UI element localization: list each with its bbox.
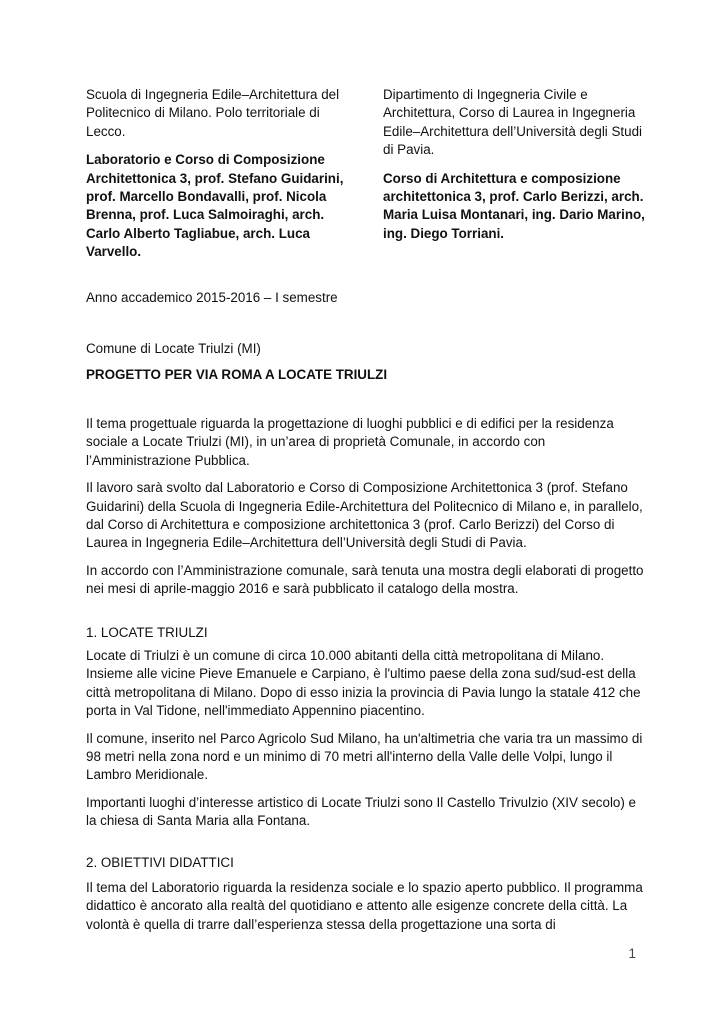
header-right-column (383, 86, 653, 243)
section1-paragraph: Locate di Triulzi è un comune di circa 10.000 abitanti della città metropolitana di Milano. Insieme alle vicine Pieve Emanuele e Carpiano, è l'ultimo paese della zona sud/sud-est della città metropolitana di Milano. Dopo di esso inizia la provincia di Pavia lungo la statale 412 che porta in Val Tidone, nell'immediato Appennino piacentino. (86, 648, 641, 719)
left-course: Laboratorio e Corso di Composizione Architettonica 3, prof. Stefano Guidarini, prof. Marcello Bondavalli, prof. Nicola Brenna, prof. Luca Salmoiraghi, arch. Carlo Alberto Tagliabue, arch. Luca Varvello. (86, 152, 344, 260)
intro-paragraph: In accordo con l’Amministrazione comunale, sarà tenuta una mostra degli elaborati di progetto nei mesi di aprile-maggio 2016 e sarà pubblicato il catalogo della mostra. (86, 562, 644, 597)
section2-heading: 2. OBIETTIVI DIDATTICI (86, 855, 234, 870)
section2-paragraph: Il tema del Laboratorio riguarda la residenza sociale e lo spazio aperto pubblico. Il programma didattico è ancorato alla realtà del quotidiano e attento alle esigenze concrete della città. La volontà è quella di trarre dall’esperienza stessa della progettazione una sorta di (86, 880, 643, 932)
intro-paragraph: Il tema progettuale riguarda la progettazione di luoghi pubblici e di edifici per la residenza sociale a Locate Triulzi (MI), in un’area di proprietà Comunale, in accordo con l’Amministrazione Pubblica. (86, 416, 614, 468)
section2-body (86, 879, 644, 934)
right-course: Corso di Architettura e composizione architettonica 3, prof. Carlo Berizzi, arch. Maria Luisa Montanari, ing. Dario Marino, ing. Diego Torriani. (383, 170, 645, 241)
header-left-column (86, 86, 348, 262)
section1-paragraph: Importanti luoghi d’interesse artistico di Locate Triulzi sono Il Castello Trivulzio (XIV secolo) e la chiesa di Santa Maria alla Fontana. (86, 794, 637, 829)
left-institution: Scuola di Ingegneria Edile–Architettura del Politecnico di Milano. Polo territoriale di Lecco. (86, 87, 340, 139)
academic-year: Anno accademico 2015-2016 – I semestre (86, 290, 338, 305)
section1-heading: 1. LOCATE TRIULZI (86, 625, 208, 640)
intro-section (86, 415, 644, 608)
intro-paragraph: Il lavoro sarà svolto dal Laboratorio e Corso di Composizione Architettonica 3 (prof. Stefano Guidarini) della Scuola di Ingegneria Edile-Architettura del Politecnico di Milano e, in parallelo, dal Corso di Architettura e composizione architettonica 3 (prof. Carlo Berizzi) del Corso di Laurea in Ingegneria Edile–Architettura dell’Università degli Studi di Pavia. (86, 480, 643, 551)
section1-body (86, 647, 644, 840)
page-number: 1 (628, 946, 636, 961)
municipality: Comune di Locate Triulzi (MI) (86, 341, 261, 356)
section1-paragraph: Il comune, inserito nel Parco Agricolo Sud Milano, ha un'altimetria che varia tra un massimo di 98 metri nella zona nord e un minimo di 70 metri all'interno della Valle delle Volpi, lungo il Lambro Meridionale. (86, 730, 643, 783)
right-institution: Dipartimento di Ingegneria Civile e Architettura, Corso di Laurea in Ingegneria Edile–Architettura dell’Università degli Studi di Pavia. (383, 87, 643, 158)
project-title: PROGETTO PER VIA ROMA A LOCATE TRIULZI (86, 367, 388, 382)
